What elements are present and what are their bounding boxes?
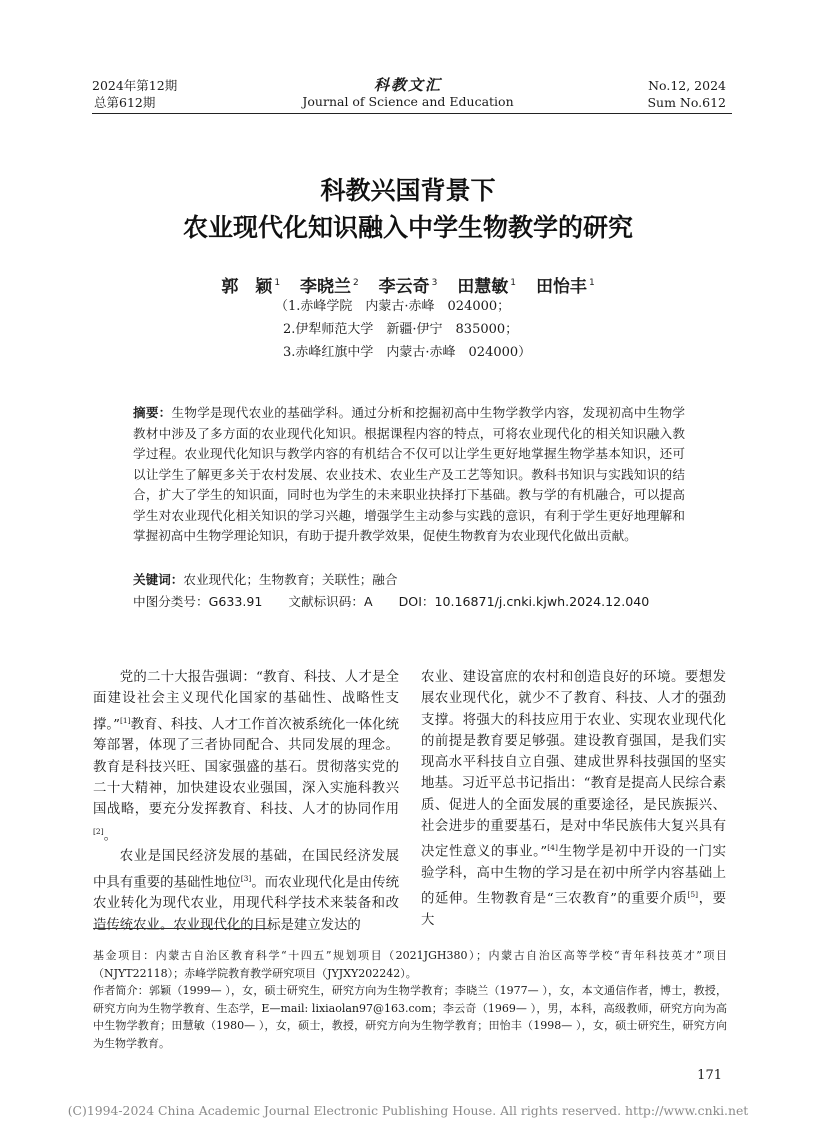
- footnote-divider: [93, 928, 269, 929]
- body-column-left: [93, 667, 399, 936]
- issue-number-en: No.12, 2024: [648, 78, 726, 93]
- footnotes: [93, 947, 727, 1053]
- clc-number: 中图分类号：G633.91: [133, 594, 263, 609]
- issue-year-number: 2024年第12期: [92, 78, 178, 93]
- author-list: [0, 272, 816, 297]
- author-bio-note: 作者简介：郭颖（1999— ），女，硕士研究生，研究方向为生物学教育；李晓兰（1977— ），女，本文通信作者，博士，教授，研究方向为生物学教育、生态学，E—mail: lixiaolan97@163.com；李云奇（1969— ），男，本科，高级教师，研究方向为高中生物学教育；田慧敏（1980— ），女，硕士，教授，研究方向为生物学教育；田怡丰（1998— ），女，硕士研究生，研究方向为生物学教育。: [93, 984, 727, 1050]
- document-code: 文献标识码：A: [288, 594, 373, 609]
- paragraph: 农业、建设富庶的农村和创造良好的环境。要想发展农业现代化，就少不了教育、科技、人才的强劲支撑。将强大的科技应用于农业、实现农业现代化的前提是教育要足够强。建设教育强国，是我们实现高水平科技自立自强、建成世界科技强国的坚实地基。习近平总书记指出：“教育是提高人民综合素质、促进人的全面发展的重要途径，是民族振兴、社会进步的重要基石，是对中华民族伟大复兴具有决定性意义的事业。”[4]生物学是初中开设的一门实验学科，高中生物的学习是在初中所学内容基础上的延伸。生物教育是“三农教育”的重要介质[5]，要大: [421, 670, 726, 929]
- copyright-watermark: (C)1994-2024 China Academic Journal Electronic Publishing House. All rights reserved. http://www.cnki.net: [67, 1103, 749, 1118]
- doi: DOI：10.16871/j.cnki.kjwh.2024.12.040: [398, 594, 650, 609]
- citation-ref: [4]: [547, 843, 558, 853]
- abstract-label: 摘要：: [133, 405, 172, 420]
- author: 郭 颖 $^1$: [221, 277, 281, 297]
- classification-line: [133, 592, 693, 612]
- citation-ref: [2]: [93, 826, 104, 836]
- affiliation-3: 3.赤峰红旗中学 内蒙古·赤峰 024000）: [283, 345, 532, 360]
- affiliation-1: （1.赤峰学院 内蒙古·赤峰 024000；: [275, 299, 511, 314]
- citation-ref: [3]: [240, 873, 252, 883]
- author: 田慧敏 $^1$: [457, 277, 517, 297]
- issue-sum-en: Sum No.612: [647, 95, 726, 110]
- author: 李晓兰 $^2$: [299, 277, 359, 297]
- body-column-right: [421, 667, 726, 932]
- journal-name-chinese: 科教文汇: [373, 76, 442, 94]
- author: 李云奇 $^3$: [378, 277, 438, 297]
- journal-name-english: Journal of Science and Education: [302, 94, 514, 109]
- author: 田怡丰 $^1$: [535, 277, 595, 297]
- citation-ref: [5]: [687, 890, 699, 900]
- issue-info-right: [647, 77, 726, 111]
- page-number: 171: [697, 1068, 722, 1083]
- paper-title-line2: 农业现代化知识融入中学生物教学的研究: [182, 213, 633, 242]
- abstract-text: 生物学是现代农业的基础学科。通过分析和挖掘初高中生物学教学内容，发现初高中生物学教材中涉及了多方面的农业现代化知识。根据课程内容的特点，可将农业现代化的相关知识融入教学过程。农业现代化知识与教学内容的有机结合不仅可以让学生更好地掌握生物学基本知识，还可以让学生了解更多关于农村发展、农业技术、农业生产及工艺等知识。教科书知识与实践知识的结合，扩大了学生的知识面，同时也为学生的未来职业抉择打下基础。教与学的有机融合，可以提高学生对农业现代化相关知识的学习兴趣，增强学生主动参与实践的意识，有利于学生更好地理解和掌握初高中生物学理论知识，有助于提升教学效果，促使生物教育为农业现代化做出贡献。: [133, 405, 686, 543]
- citation-ref: [1]: [119, 715, 131, 725]
- header-divider: [92, 113, 732, 114]
- affiliation-2: 2.伊犁师范大学 新疆·伊宁 835000；: [283, 322, 519, 337]
- paper-title-line1: 科教兴国背景下: [320, 176, 496, 205]
- issue-total-number: 总第612期: [94, 95, 156, 110]
- keywords-text: 农业现代化；生物教育；关联性；融合: [183, 572, 398, 587]
- keywords: [133, 570, 685, 590]
- fund-note: 基金项目：内蒙古自治区教育科学“十四五”规划项目（2021JGH380）；内蒙古自治区高等学校“青年科技英才”项目（NJYT22118）；赤峰学院教育教学研究项目（JYJXY202242）。: [93, 949, 727, 980]
- paragraph: 党的二十大报告强调：“教育、科技、人才是全面建设社会主义现代化国家的基础性、战略性支撑。”[1]教育、科技、人才工作首次被系统化一体化统筹部署，体现了三者协同配合、共同发展的理念。教育是科技兴旺、国家强盛的基石。贯彻落实党的二十大精神，加快建设农业强国，深入实施科教兴国战略，要充分发挥教育、科技、人才的协同作用[2]。: [93, 670, 399, 844]
- paragraph: 农业是国民经济发展的基础，在国民经济发展中具有重要的基础性地位[3]。而农业现代化是由传统农业转化为现代农业，用现代科学技术来装备和改造传统农业。农业现代化的目标是建立发达的: [93, 849, 399, 933]
- abstract: [133, 403, 685, 547]
- keywords-label: 关键词：: [133, 572, 184, 587]
